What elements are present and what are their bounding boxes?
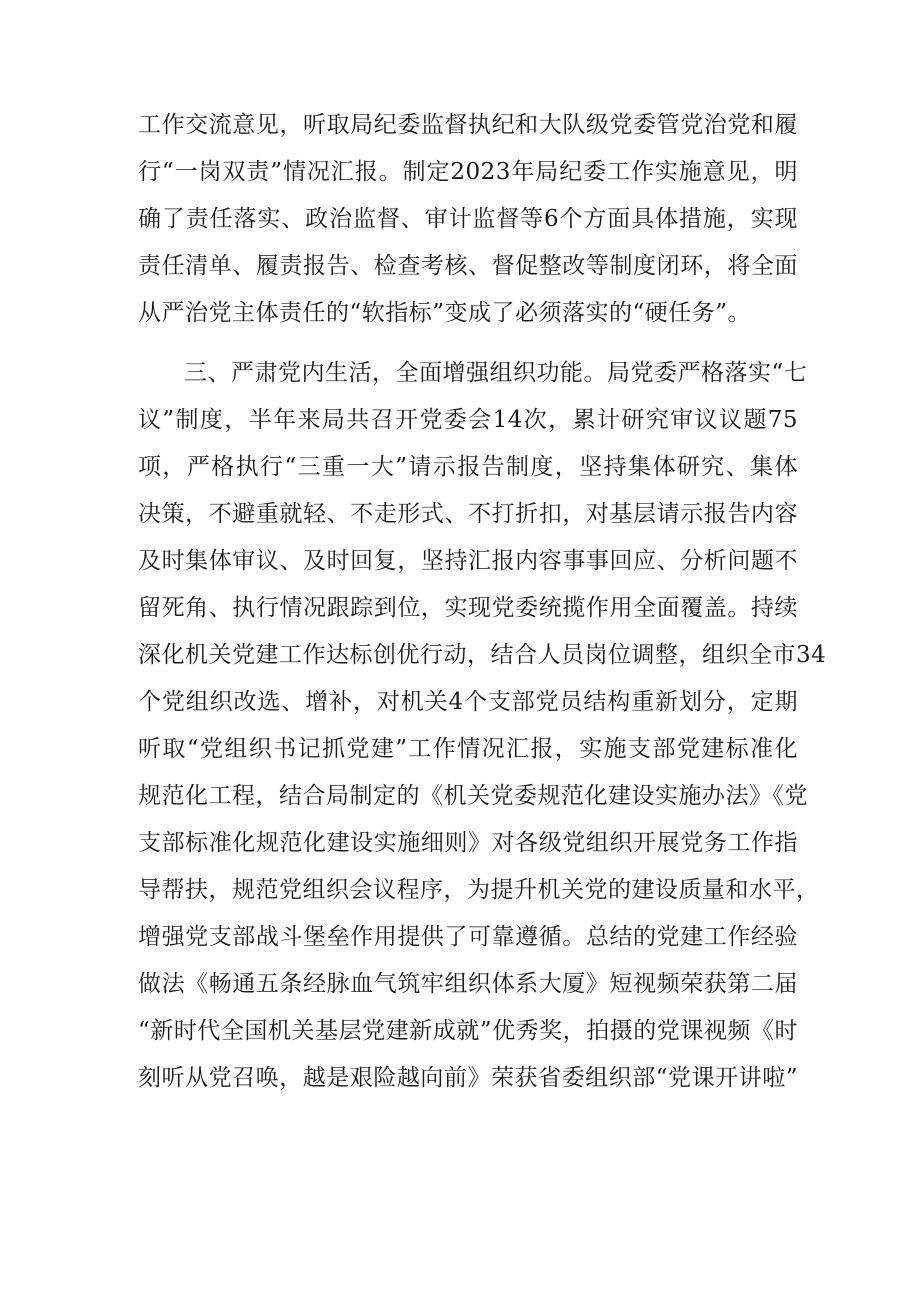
text-line: 责任清单、履责报告、检查考核、督促整改等制度闭环，将全面 <box>138 253 798 279</box>
text-line: 导帮扶，规范党组织会议程序，为提升机关党的建设质量和水平， <box>138 877 820 903</box>
text-line: 行“一岗双责”情况汇报。制定2023年局纪委工作实施意见，明 <box>138 159 798 185</box>
text-line: 深化机关党建工作达标创优行动，结合人员岗位调整，组织全市34 <box>138 642 827 668</box>
text-line: 支部标准化规范化建设实施细则》对各级党组织开展党务工作指 <box>138 830 798 856</box>
section-heading-line: 三、严肃党内生活，全面增强组织功能。局党委严格落实“七 <box>184 360 808 386</box>
paragraph-responsibility <box>138 102 798 337</box>
text-line: 留死角、执行情况跟踪到位，实现党委统揽作用全面覆盖。持续 <box>138 595 798 621</box>
text-line: 刻听从党召唤，越是艰险越向前》荣获省委组织部“党课开讲啦” <box>138 1065 798 1091</box>
text-line: 及时集体审议、及时回复，坚持汇报内容事事回应、分析问题不 <box>138 548 798 574</box>
text-line: 规范化工程，结合局制定的《机关党委规范化建设实施办法》《党 <box>138 783 808 809</box>
text-line: 工作交流意见，听取局纪委监督执纪和大队级党委管党治党和履 <box>138 112 798 138</box>
text-line: 决策，不避重就轻、不走形式、不打折扣，对基层请示报告内容 <box>138 501 798 527</box>
text-line: 确了责任落实、政治监督、审计监督等6个方面具体措施，实现 <box>138 206 798 232</box>
text-line: 从严治党主体责任的“软指标”变成了必须落实的“硬任务”。 <box>138 300 752 326</box>
text-line: “新时代全国机关基层党建新成就”优秀奖，拍摄的党课视频《时 <box>138 1018 798 1044</box>
text-line: 个党组织改选、增补，对机关4个支部党员结构重新划分，定期 <box>138 689 798 715</box>
text-line: 项，严格执行“三重一大”请示报告制度，坚持集体研究、集体 <box>138 454 798 480</box>
text-line: 听取“党组织书记抓党建”工作情况汇报，实施支部党建标准化 <box>138 736 798 762</box>
paragraph-party-life <box>138 350 827 1102</box>
text-line: 做法《畅通五条经脉血气筑牢组织体系大厦》短视频荣获第二届 <box>138 971 798 997</box>
text-line: 增强党支部战斗堡垒作用提供了可靠遵循。总结的党建工作经验 <box>138 924 798 950</box>
text-line: 议”制度，半年来局共召开党委会14次，累计研究审议议题75 <box>138 407 798 433</box>
